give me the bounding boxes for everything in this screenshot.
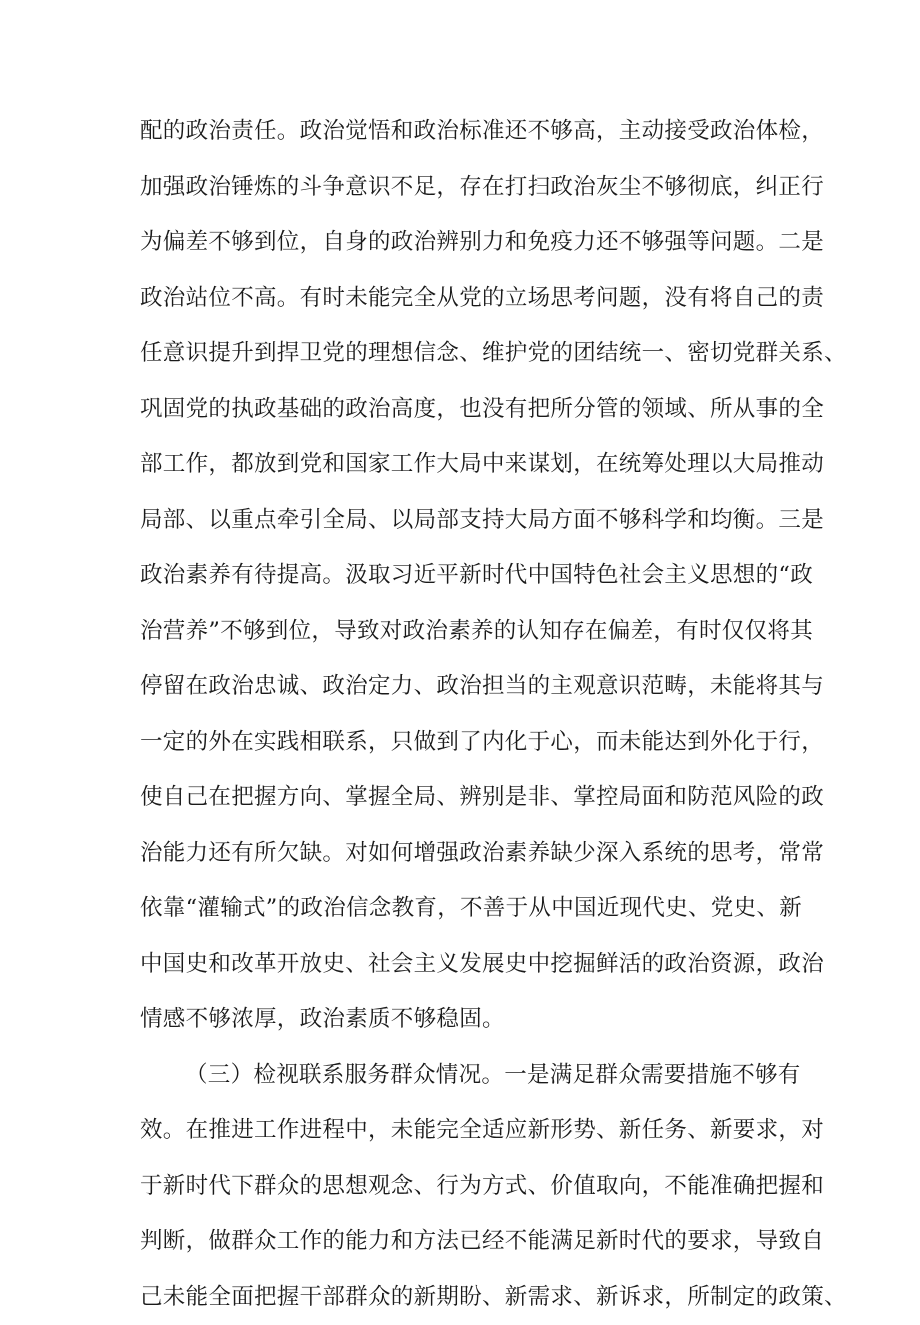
text-line: 为偏差不够到位，自身的政治辨别力和免疫力还不够强等问题。二是 bbox=[140, 215, 790, 271]
text-line: 治营养”不够到位，导致对政治素养的认知存在偏差，有时仅仅将其 bbox=[140, 604, 790, 660]
text-line: 中国史和改革开放史、社会主义发展史中挖掘鲜活的政治资源，政治 bbox=[140, 937, 790, 993]
text-line: 使自己在把握方向、掌握全局、辨别是非、掌控局面和防范风险的政 bbox=[140, 770, 790, 826]
text-line: 政治素养有待提高。汲取习近平新时代中国特色社会主义思想的“政 bbox=[140, 548, 790, 604]
text-line: 效。在推进工作进程中，未能完全适应新形势、新任务、新要求，对 bbox=[140, 1103, 790, 1159]
text-line: 巩固党的执政基础的政治高度，也没有把所分管的领域、所从事的全 bbox=[140, 382, 790, 438]
paragraph-end-line: 情感不够浓厚，政治素质不够稳固。 bbox=[140, 992, 790, 1048]
text-line: 依靠“灌输式”的政治信念教育，不善于从中国近现代史、党史、新 bbox=[140, 881, 790, 937]
text-line: 任意识提升到捍卫党的理想信念、维护党的团结统一、密切党群关系、 bbox=[140, 326, 790, 382]
text-line: 停留在政治忠诚、政治定力、政治担当的主观意识范畴，未能将其与 bbox=[140, 659, 790, 715]
text-line: 部工作，都放到党和国家工作大局中来谋划，在统筹处理以大局推动 bbox=[140, 437, 790, 493]
text-line: 加强政治锤炼的斗争意识不足，存在打扫政治灰尘不够彻底，纠正行 bbox=[140, 160, 790, 216]
section-heading-line: （三）检视联系服务群众情况。一是满足群众需要措施不够有 bbox=[140, 1048, 790, 1104]
body-text bbox=[140, 104, 790, 1325]
text-line: 政治站位不高。有时未能完全从党的立场思考问题，没有将自己的责 bbox=[140, 271, 790, 327]
text-line: 局部、以重点牵引全局、以局部支持大局方面不够科学和均衡。三是 bbox=[140, 493, 790, 549]
text-line: 判断，做群众工作的能力和方法已经不能满足新时代的要求，导致自 bbox=[140, 1214, 790, 1270]
text-line: 治能力还有所欠缺。对如何增强政治素养缺少深入系统的思考，常常 bbox=[140, 826, 790, 882]
text-line: 于新时代下群众的思想观念、行为方式、价值取向，不能准确把握和 bbox=[140, 1159, 790, 1215]
text-line: 己未能全面把握干部群众的新期盼、新需求、新诉求，所制定的政策、 bbox=[140, 1270, 790, 1325]
text-line: 配的政治责任。政治觉悟和政治标准还不够高，主动接受政治体检， bbox=[140, 104, 790, 160]
text-line: 一定的外在实践相联系，只做到了内化于心，而未能达到外化于行， bbox=[140, 715, 790, 771]
